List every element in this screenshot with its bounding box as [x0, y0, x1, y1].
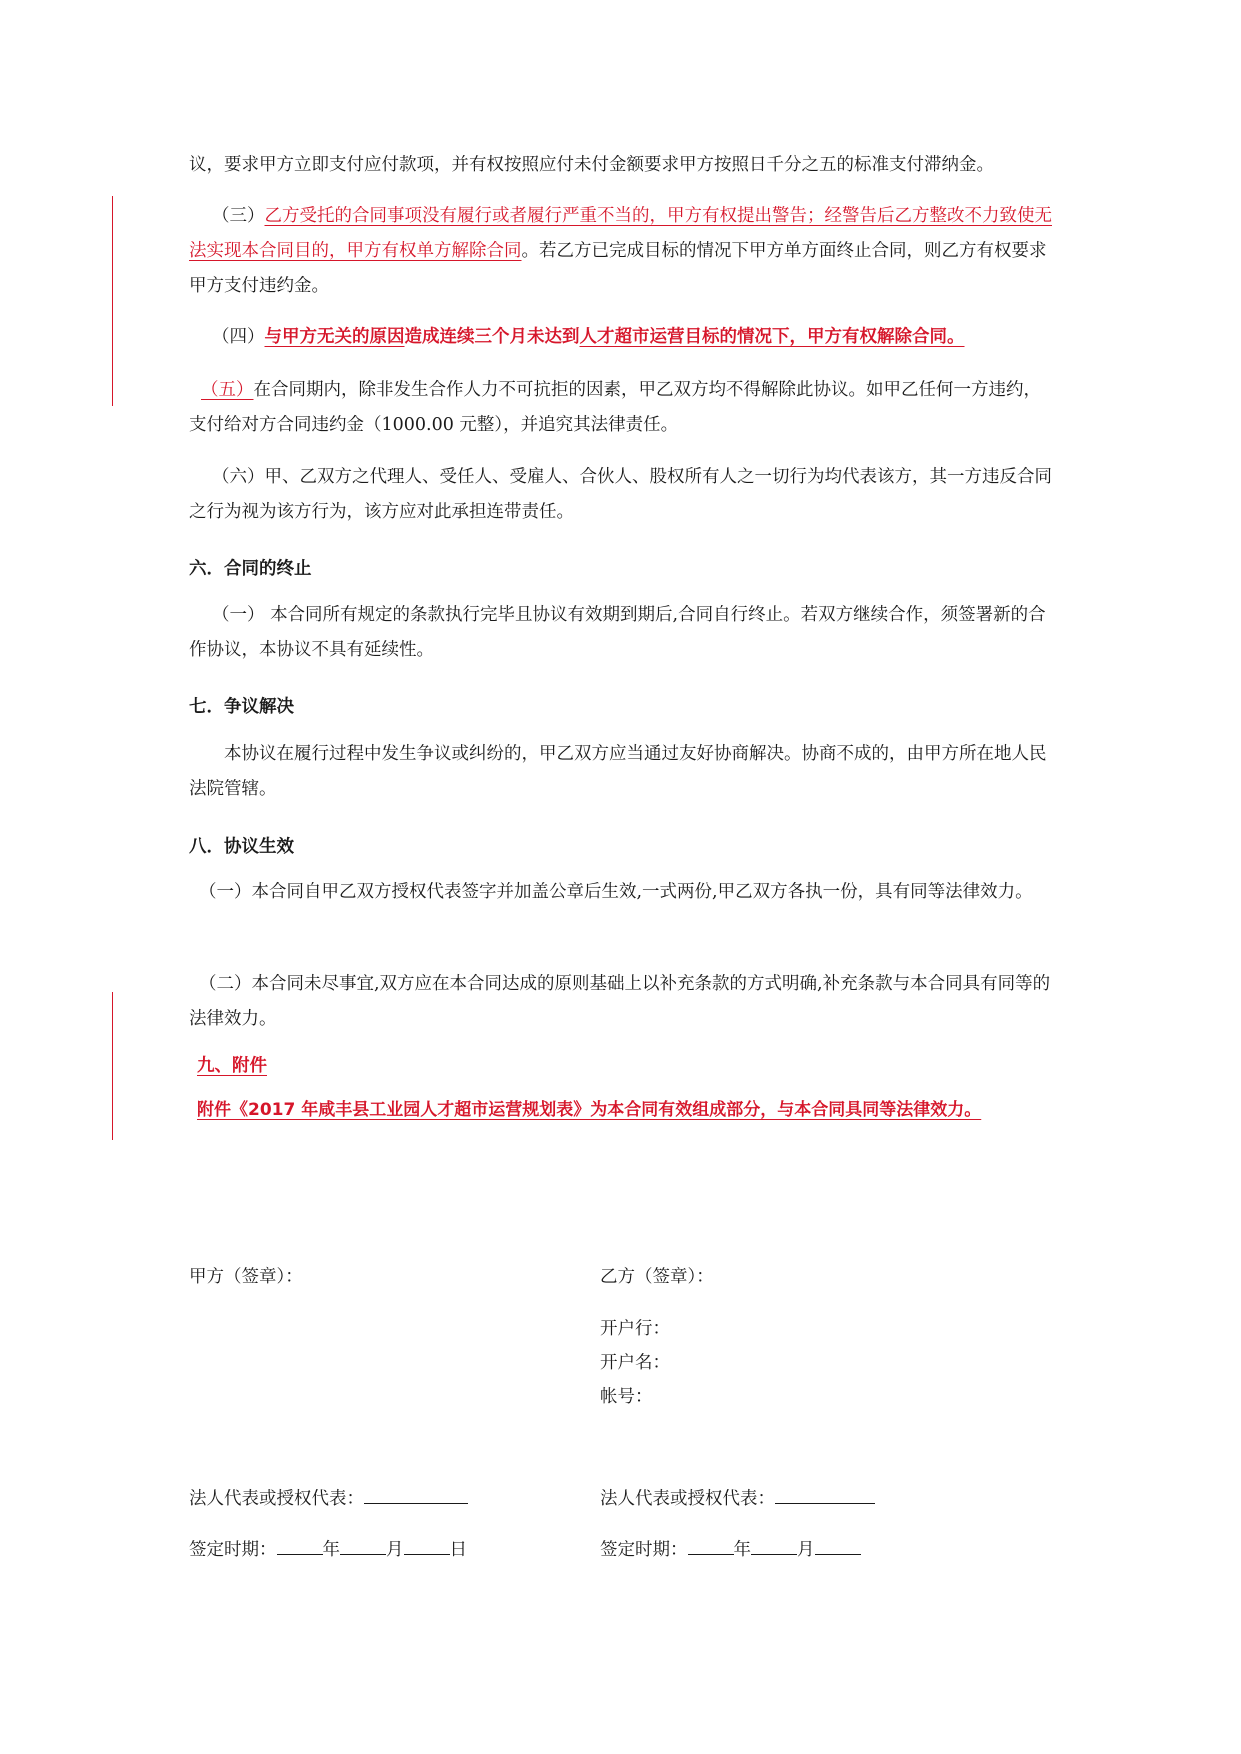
section-6-paragraph: [189, 598, 1057, 668]
party-a-month-blank[interactable]: [340, 1538, 386, 1555]
party-b-sign-date: [600, 1538, 861, 1561]
clause-4-text-3: 人才超市运营目标: [579, 327, 720, 347]
party-b-year-unit: 年: [733, 1540, 751, 1560]
account-name-label: 开户名：: [600, 1353, 670, 1373]
section-9-paragraph: [197, 1093, 1077, 1128]
party-b-representative-label: 法人代表或授权代表：: [600, 1489, 775, 1509]
party-b-month-unit: 月: [797, 1540, 815, 1560]
party-a-date-label: 签定时期：: [189, 1540, 277, 1560]
section-7-paragraph: [189, 737, 1057, 807]
party-b-representative: [600, 1487, 875, 1510]
clause-4-text-4: 的情况下，甲方有权解除合同。: [719, 327, 965, 347]
party-a-day-blank[interactable]: [404, 1538, 450, 1555]
party-b-day-blank[interactable]: [815, 1538, 861, 1555]
clause-4-text-1: 与甲方无关的原因: [264, 327, 405, 347]
party-a-day-unit: 日: [449, 1540, 467, 1560]
party-a-representative: [189, 1487, 468, 1510]
clause-4-number: （四）: [212, 327, 265, 347]
section-7-title: 七．争议解决: [189, 697, 294, 717]
party-a-month-unit: 月: [386, 1540, 404, 1560]
paragraph-text: 议，要求甲方立即支付应付款项，并有权按照应付未付金额要求甲方按照日千分之五的标准支付滞纳金。: [189, 155, 994, 175]
clause-4-text-2: 造成连续三个月未达到: [404, 327, 580, 347]
party-b-seal-label: 乙方（签章）：: [600, 1267, 714, 1287]
clause-5: [189, 373, 1057, 443]
party-a-representative-blank[interactable]: [364, 1487, 468, 1504]
party-b-month-blank[interactable]: [751, 1538, 797, 1555]
section-8-text-2: （二）本合同未尽事宜,双方应在本合同达成的原则基础上以补充条款的方式明确,补充条款与本合同具有同等的法律效力。: [189, 974, 1051, 1029]
party-a-sign-date: [189, 1538, 467, 1561]
clause-3: [189, 199, 1057, 304]
bank-label: 开户行：: [600, 1319, 670, 1339]
clause-6: [189, 460, 1057, 530]
party-a-representative-label: 法人代表或授权代表：: [189, 1489, 364, 1509]
party-b-representative-blank[interactable]: [775, 1487, 875, 1504]
clause-3-tracked-text: 乙方受托的合同事项没有履行或者履行严重不当的，甲方有权提出警告；经警告后乙方整改不力致使无法实现本合同目的，甲方有权单方解除合同: [189, 206, 1052, 261]
section-8-title: 八．协议生效: [189, 837, 294, 857]
change-bar-1: [112, 196, 113, 406]
clause-5-number: （五）: [201, 380, 254, 400]
clause-5-text: 在合同期内，除非发生合作人力不可抗拒的因素，甲乙双方均不得解除此协议。如甲乙任何一方违约，支付给对方合同违约金（1000.00 元整），并追究其法律责任。: [189, 380, 1041, 435]
section-7-text: 本协议在履行过程中发生争议或纠纷的，甲乙双方应当通过友好协商解决。协商不成的，由甲方所在地人民法院管辖。: [189, 744, 1047, 799]
party-a-year-blank[interactable]: [277, 1538, 323, 1555]
party-b-year-blank[interactable]: [688, 1538, 734, 1555]
paragraph-top: [189, 148, 1057, 183]
clause-3-number: （三）: [212, 206, 265, 226]
section-6-title: 六．合同的终止: [189, 559, 312, 579]
section-6-text: （一） 本合同所有规定的条款执行完毕且协议有效期到期后,合同自行终止。若双方继续合作，须签署新的合作协议，本协议不具有延续性。: [189, 605, 1046, 660]
clause-3-text: 。若乙方已完成目标的情况下甲方单方面终止合同，则乙方有权要求甲方支付违约金。: [189, 241, 1047, 296]
clause-6-text: （六）甲、乙双方之代理人、受任人、受雇人、合伙人、股权所有人之一切行为均代表该方，其一方违反合同之行为视为该方行为，该方应对此承担连带责任。: [189, 467, 1052, 522]
clause-4: [189, 320, 1057, 355]
change-bar-2: [112, 992, 113, 1140]
section-9-text: 附件《2017 年咸丰县工业园人才超市运营规划表》为本合同有效组成部分，与本合同具同等法律效力。: [197, 1100, 982, 1120]
section-9-title: 九、附件: [197, 1056, 267, 1076]
party-b-date-label: 签定时期：: [600, 1540, 688, 1560]
section-8-text-1: （一）本合同自甲乙双方授权代表签字并加盖公章后生效,一式两份,甲乙双方各执一份，具有同等法律效力。: [199, 882, 1033, 902]
party-a-year-unit: 年: [322, 1540, 340, 1560]
account-number-label: 帐号：: [600, 1387, 653, 1407]
party-a-seal-label: 甲方（签章）：: [189, 1267, 303, 1287]
section-8-paragraph-1: [189, 875, 1057, 910]
section-8-paragraph-2: [189, 967, 1057, 1037]
